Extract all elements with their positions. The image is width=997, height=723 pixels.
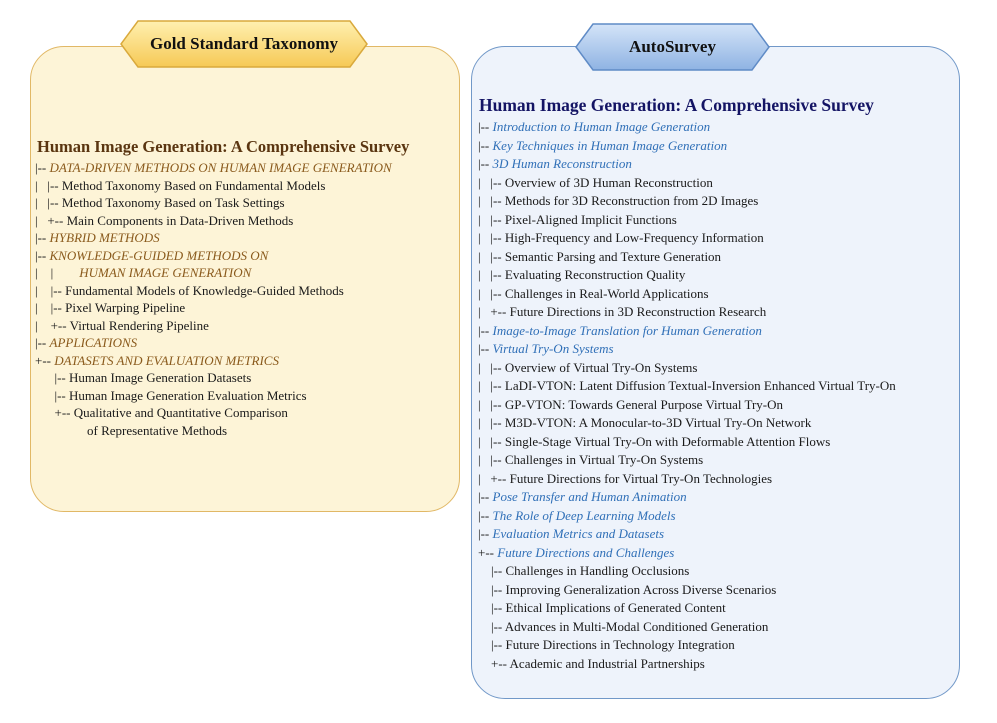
tree-item-label: Challenges in Handling Occlusions [505,563,690,578]
left-tree-line [35,177,325,195]
tree-branch-connector: | |-- [478,230,505,245]
tree-branch-connector: | |-- [478,396,505,412]
tree-branch-connector: | |-- [35,300,66,315]
tree-branch-connector: |-- [35,387,70,403]
tree-item-label: Future Directions in Technology Integration [505,637,735,652]
left-tree-line [35,212,293,230]
tree-branch-connector: |-- [478,563,506,578]
tree-section-label: HYBRID METHODS [49,230,160,245]
tree-section-label: Image-to-Image Translation for Human Generation [492,322,762,338]
tree-item-label: Challenges in Virtual Try-On Systems [504,452,704,467]
tree-branch-connector: | |-- [478,267,505,282]
tree-item-label: M3D-VTON: A Monocular-to-3D Virtual Try-On Network [504,415,812,430]
tree-item-label: Ethical Implications of Generated Content [505,600,726,615]
tree-branch-connector: |-- [478,137,493,153]
tree-item-label: Qualitative and Quantitative Comparison [73,405,288,420]
tree-branch-connector: +-- [478,544,498,560]
tree-branch-connector: |-- [35,247,50,263]
tree-item-label: Future Directions in 3D Reconstruction Research [509,304,767,319]
tree-section-label: The Role of Deep Learning Models [492,507,676,523]
tree-branch-connector: | |-- [478,174,505,190]
tree-section-label: Virtual Try-On Systems [492,341,614,356]
tree-branch-connector: | |-- [478,378,505,393]
tree-item-label: Method Taxonomy Based on Fundamental Models [61,177,326,193]
autosurvey-tree-title: Human Image Generation: A Comprehensive Survey [479,95,874,115]
tree-branch-connector: | |-- [35,195,62,210]
tree-branch-connector: |-- [478,322,493,338]
tree-branch-connector: | |-- [478,211,505,227]
tree-branch-connector: | |-- [478,452,505,467]
tree-item-label: Academic and Industrial Partnerships [509,655,705,671]
right-tree-line [478,655,705,673]
right-tree-line [478,285,709,303]
right-tree-line [478,303,766,321]
right-tree-line [478,636,735,654]
tree-item-label: Advances in Multi-Modal Conditioned Generation [504,618,769,634]
tree-item-label: Evaluating Reconstruction Quality [504,267,686,282]
tree-item-label: Pixel Warping Pipeline [65,300,186,315]
tree-item-label: Overview of 3D Human Reconstruction [504,174,713,190]
tree-branch-connector: |-- [478,600,506,615]
tree-branch-connector: | +-- [35,317,70,333]
tree-section-label: Future Directions and Challenges [497,544,675,560]
right-tree-line [478,544,674,562]
tree-branch-connector: |-- [478,489,493,504]
tree-section-label: Key Techniques in Human Image Generation [492,137,728,153]
right-tree-line [478,377,896,395]
tree-branch-connector: |-- [478,637,506,652]
left-tree-line [35,387,307,405]
right-tree-line [478,525,664,543]
tree-item-label: Challenges in Real-World Applications [504,285,709,301]
left-tree-line [35,317,209,335]
right-tree-line [478,211,677,229]
right-tree-line [478,322,762,340]
tree-item-label: High-Frequency and Low-Frequency Information [504,230,764,245]
tree-item-label: Improving Generalization Across Diverse Scenarios [505,581,777,597]
right-tree-line [478,562,689,580]
tree-branch-connector: |-- [35,160,50,175]
right-tree-line [478,618,768,636]
tree-section-label: Introduction to Human Image Generation [492,119,711,134]
left-tree-line [35,404,288,422]
left-tree-line [35,299,185,317]
tree-item-label: Pixel-Aligned Implicit Functions [504,211,677,227]
right-tree-line [478,433,830,451]
right-tree-line [478,340,614,358]
right-tree-line [478,581,776,599]
left-tree-line [35,229,160,247]
left-tree-line [35,159,392,177]
tree-section-label: DATA-DRIVEN METHODS ON HUMAN IMAGE GENERATION [49,160,392,175]
tree-branch-connector: | |-- [478,359,505,375]
tree-item-label: Fundamental Models of Knowledge-Guided Methods [65,282,344,298]
tree-branch-connector: |-- [35,370,70,385]
gold-standard-badge: Gold Standard Taxonomy [149,34,338,53]
tree-item-label: Semantic Parsing and Texture Generation [504,248,722,264]
left-tree-line [35,352,279,370]
tree-branch-connector: | | [35,265,80,280]
tree-branch-connector: |-- [35,335,50,350]
tree-branch-connector: | |-- [478,415,505,430]
tree-branch-connector: +-- [35,405,74,420]
tree-item-label: GP-VTON: Towards General Purpose Virtual Try-On [504,396,784,412]
tree-item-label: of Representative Methods [87,422,228,438]
right-tree-line [478,470,772,488]
tree-item-label: Main Components in Data-Driven Methods [66,212,294,228]
right-tree-line [478,599,726,617]
tree-branch-connector: | +-- [478,470,510,486]
left-tree-line [35,194,285,212]
tree-section-label: HUMAN IMAGE GENERATION [79,265,252,280]
tree-item-label: Overview of Virtual Try-On Systems [504,359,698,375]
left-tree-line [35,422,227,440]
left-tree-line [35,334,137,352]
tree-branch-connector: | |-- [478,433,505,449]
left-tree-line [35,247,268,265]
tree-branch-connector: | +-- [35,212,67,228]
right-tree-line [478,192,758,210]
right-tree-line [478,118,710,136]
tree-branch-connector: | |-- [478,248,505,264]
right-tree-line [478,229,764,247]
tree-branch-connector: |-- [478,507,493,523]
tree-branch-connector: | |-- [35,282,66,298]
tree-branch-connector: | |-- [35,177,62,193]
right-tree-line [478,359,697,377]
tree-branch-connector: |-- [478,618,505,634]
gold-tree-title: Human Image Generation: A Comprehensive Survey [37,137,410,156]
tree-section-label: APPLICATIONS [49,335,138,350]
tree-item-label: Human Image Generation Evaluation Metrics [69,387,307,403]
tree-item-label: Methods for 3D Reconstruction from 2D Images [504,193,759,208]
tree-branch-connector: +-- [35,352,55,368]
tree-branch-connector: |-- [35,230,50,245]
tree-item-label: Virtual Rendering Pipeline [69,317,209,333]
tree-branch-connector: |-- [478,156,493,171]
tree-branch-connector: |-- [478,119,493,134]
tree-section-label: DATASETS AND EVALUATION METRICS [54,352,279,368]
tree-section-label: Evaluation Metrics and Datasets [492,526,665,541]
tree-branch-connector: | |-- [478,193,505,208]
tree-section-label: KNOWLEDGE-GUIDED METHODS ON [49,247,269,263]
tree-branch-connector [35,423,87,438]
right-tree-line [478,174,713,192]
right-tree-line [478,137,727,155]
right-tree-line [478,155,632,173]
tree-item-label: Method Taxonomy Based on Task Settings [61,195,285,210]
tree-branch-connector: | |-- [478,285,505,301]
left-tree-line [35,369,251,387]
tree-item-label: Future Directions for Virtual Try-On Technologies [509,470,773,486]
tree-branch-connector: | +-- [478,304,510,319]
tree-section-label: Pose Transfer and Human Animation [492,489,687,504]
tree-section-label: 3D Human Reconstruction [492,156,632,171]
right-tree-line [478,451,703,469]
tree-branch-connector: +-- [478,655,510,671]
left-tree-line [35,282,344,300]
right-tree-line [478,414,811,432]
right-tree-line [478,248,721,266]
tree-item-label: Human Image Generation Datasets [69,370,252,385]
right-tree-line [478,396,783,414]
tree-branch-connector: |-- [478,526,493,541]
tree-item-label: LaDI-VTON: Latent Diffusion Textual-Inversion Enhanced Virtual Try-On [504,378,896,393]
tree-branch-connector: |-- [478,581,506,597]
right-tree-line [478,488,687,506]
right-tree-line [478,266,685,284]
tree-item-label: Single-Stage Virtual Try-On with Deformable Attention Flows [504,433,831,449]
left-tree-line [35,264,251,282]
tree-branch-connector: |-- [478,341,493,356]
autosurvey-badge: AutoSurvey [629,37,716,56]
right-tree-line [478,507,676,525]
